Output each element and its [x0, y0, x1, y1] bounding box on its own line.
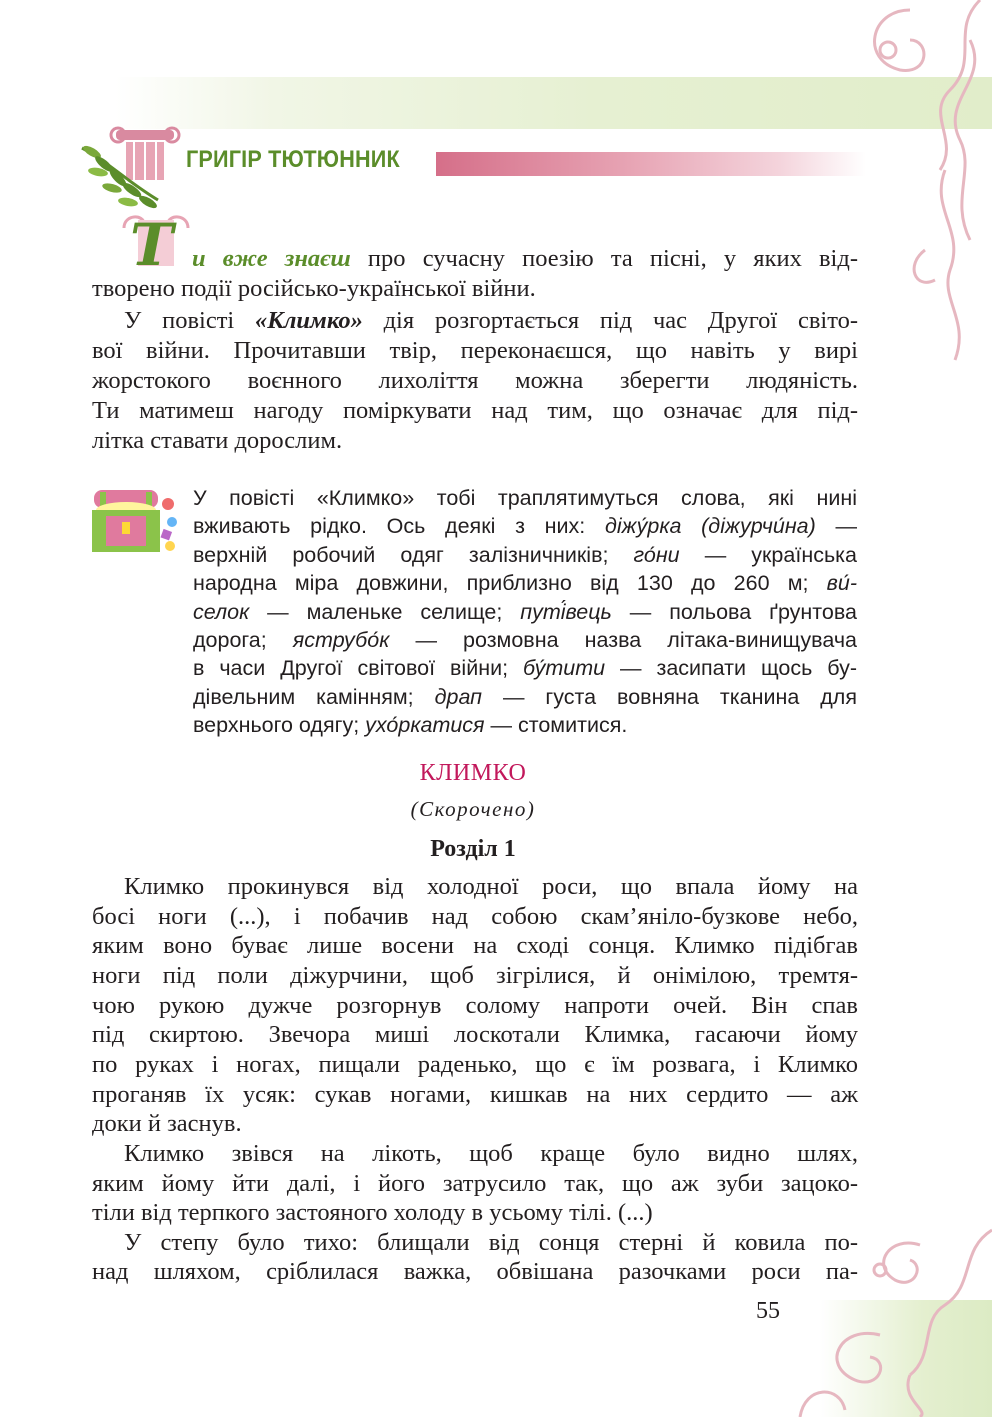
- story-line: яким воно буває лише восени на сході сонця. Климко підібгав: [92, 932, 858, 959]
- vocab-term: путі́вець: [520, 599, 612, 624]
- story-line: по руках і ногах, пищали раденько, що є їм розвага, і Климко: [92, 1051, 858, 1078]
- intro-line-2: творено події російсько-української війни.: [92, 275, 536, 302]
- intro-text: У повісті: [124, 307, 255, 334]
- story-reference: «Климко»: [254, 307, 363, 334]
- treasure-chest-icon: [86, 480, 182, 560]
- vocab-line: народна міра довжини, приблизно від 130 до 260 м; ви́-: [193, 571, 857, 596]
- author-bar: [436, 152, 866, 176]
- vocab-line: селок — маленьке селище; путі́вець — польова ґрунтова: [193, 599, 857, 624]
- story-line: Климко прокинувся від холодної роси, що впала йому на: [124, 873, 858, 900]
- laurel-column-icon: [78, 122, 186, 214]
- story-line: босі ноги (...), і побачив над собою скам’яніло-бузкове небо,: [92, 903, 858, 930]
- chapter-heading: Розділ 1: [430, 836, 516, 862]
- story-line: тіли від терпкого застояного холоду в усьому тілі. (...): [92, 1199, 653, 1226]
- story-line: чою рукою дужче розгорнув солому напроти очей. Він спав: [92, 992, 858, 1019]
- vocab-term: ухо́ркатися: [365, 713, 485, 738]
- story-line: ноги під поли діжурчини, щоб зігрілися, й онімілою, тремтя-: [92, 962, 858, 989]
- intro-p2-line-4: Ти матимеш нагоду поміркувати над тим, що означає для під-: [92, 397, 858, 424]
- vocab-term: яструбо́к: [292, 628, 390, 653]
- dropcap-letter: Т: [130, 211, 174, 279]
- intro-p2-line-2: вої війни. Прочитавши твір, переконаєшся, що навіть у вирі: [92, 337, 858, 364]
- vocab-line: дорога; яструбо́к — розмовна назва літака-винищувача: [193, 628, 857, 653]
- intro-p2-line-3: жорстокого воєнного лихоліття можна зберегти людяність.: [92, 367, 858, 394]
- story-line: Климко звівся на лікоть, щоб краще було видно шлях,: [124, 1140, 858, 1167]
- vocab-term: діжу́рка (діжурчи́на): [604, 514, 816, 539]
- story-line: проганяв їх усяк: сукав ногами, кишкав на них сердито — аж: [92, 1081, 858, 1108]
- story-line: над шляхом, сріблилася важка, обвішана разочками роси па-: [92, 1258, 858, 1285]
- intro-lead: и вже знаєш: [192, 245, 351, 272]
- story-line: під скиртою. Звечора миші лоскотали Климка, гасаючи йому: [92, 1021, 858, 1048]
- story-line: яким йому йти далі, і його затрусило так, що аж зуби зацоко-: [92, 1170, 858, 1197]
- vocab-term: ви́-: [826, 571, 857, 596]
- vocab-term: селок: [193, 599, 250, 624]
- intro-text: дія розгортається під час Другої світо-: [362, 307, 858, 334]
- vocab-term: бу́тити: [523, 656, 606, 681]
- abridged-note: (Скорочено): [410, 797, 536, 821]
- vocab-term: го́ни: [633, 542, 680, 567]
- vocab-line: в часи Другої світової війни; бу́тити — засипати щось бу-: [193, 656, 857, 681]
- author-name: ГРИГІР ТЮТЮННИК: [186, 146, 400, 173]
- vocab-term: драп: [434, 684, 482, 709]
- vocab-line: верхній робочий одяг залізничників; го́ни — українська: [193, 542, 857, 567]
- vocab-line: верхнього одягу; ухо́ркатися — стомитися.: [193, 713, 628, 738]
- dropcap-frame: [120, 211, 192, 279]
- intro-p2-line-1: [92, 306, 858, 336]
- vocab-line: У повісті «Климко» тобі траплятимуться слова, які нині: [193, 486, 857, 510]
- intro-p2-line-5: літка ставати дорослим.: [92, 427, 343, 454]
- story-line: У степу було тихо: блищали від сонця стерні й ковила по-: [124, 1229, 858, 1256]
- vocab-line: дівельним камінням; драп — густа вовняна тканина для: [193, 684, 857, 709]
- story-line: доки й заснув.: [92, 1110, 242, 1137]
- intro-line-1: [192, 244, 858, 274]
- page-number: 55: [756, 1298, 780, 1324]
- story-title: КЛИМКО: [419, 760, 527, 786]
- intro-text: про сучасну поезію та пісні, у яких від-: [350, 245, 858, 272]
- vocabulary-box: [193, 484, 857, 740]
- vocab-line: вживають рідко. Ось деякі з них: діжу́рка (діжурчи́на) —: [193, 514, 857, 539]
